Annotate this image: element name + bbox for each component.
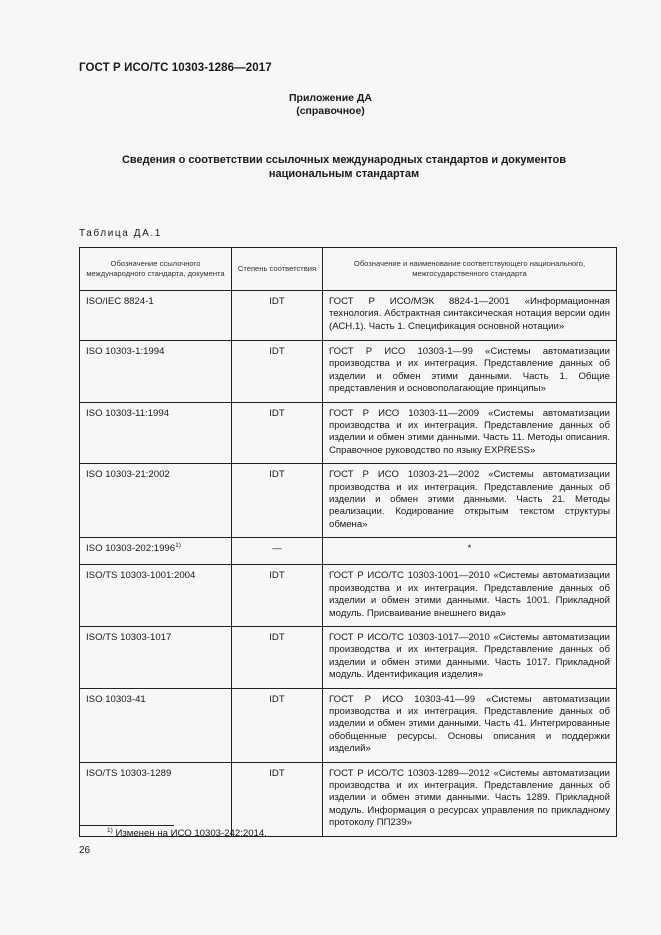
table-row (80, 626, 617, 688)
cell-international-code (80, 291, 232, 341)
document-code-header: ГОСТ Р ИСО/ТС 10303-1286—2017 (79, 62, 272, 74)
cell-national-standard: ГОСТ Р ИСО/ТС 10303-1001—2010 «Системы автоматизации производства и их интеграция. Представление данных об изделии и обмен этими данными. Часть 1001. Прикладной модуль. Присваивание внешнего вида» (323, 565, 617, 627)
cell-degree: IDT (232, 688, 323, 762)
table-header (80, 248, 617, 291)
code-text: ISO 10303-11:1994 (86, 407, 170, 419)
header-national-standard: Обозначение и наименование соответствующего национального, межгосударственного стандарта (323, 248, 617, 291)
table-row (80, 538, 617, 565)
code-text: ISO 10303-21:2002 (86, 469, 170, 481)
header-degree-of-conformity: Степень соответствия (232, 248, 323, 291)
footnote (107, 828, 267, 839)
appendix-subtitle: (справочное) (296, 105, 365, 117)
code-text: ISO/TS 10303-1017 (86, 631, 172, 643)
code-text: ISO/TS 10303-1289 (86, 767, 172, 779)
cell-degree: — (232, 538, 323, 565)
cell-national-standard: ГОСТ Р ИСО/ТС 10303-1017—2010 «Системы автоматизации производства и их интеграция. Представление данных об изделии и обмен этими данными. Часть 1017. Прикладной модуль. Идентификация изделия» (323, 626, 617, 688)
cell-national-standard: ГОСТ Р ИСО 10303-1—99 «Системы автоматизации производства и их интеграция. Представление данных об изделии и обмен этими данными. Часть 1. Общие представления и основополагающие принципы» (323, 341, 617, 403)
cell-degree: IDT (232, 464, 323, 538)
table-row (80, 402, 617, 464)
cell-degree: IDT (232, 762, 323, 836)
section-title-line-1: Сведения о соответствии ссылочных международных стандартов и документов (121, 154, 567, 166)
cell-degree: IDT (232, 626, 323, 688)
code-text: ISO 10303-41 (86, 693, 146, 705)
table-body (80, 291, 617, 837)
cell-international-code (80, 341, 232, 403)
cell-international-code (80, 538, 232, 565)
footnote-mark: 1) (107, 826, 113, 834)
cell-international-code (80, 565, 232, 627)
code-text: ISO/IEC 8824-1 (86, 296, 154, 307)
table-row (80, 291, 617, 341)
cell-national-standard: ГОСТ Р ИСО/МЭК 8824-1—2001 «Информационная технология. Абстрактная синтаксическая нотация версии один (АСН.1). Часть 1. Спецификация основной нотации» (323, 291, 617, 341)
code-text: ISO 10303-202:1996 (86, 543, 176, 555)
cell-national-standard: ГОСТ Р ИСО 10303-11—2009 «Системы автоматизации производства и их интеграция. Представление данных об изделии и обмен этими данными. Часть 11. Методы описания. Справочное руководство по языку EXPRESS» (323, 402, 617, 464)
cell-national-standard: * (323, 538, 617, 565)
cell-international-code (80, 626, 232, 688)
table-caption: Таблица ДА.1 (79, 228, 162, 239)
table-row (80, 464, 617, 538)
code-text: ISO 10303-1:1994 (86, 346, 165, 357)
table-row (80, 688, 617, 762)
correspondence-table (79, 247, 617, 837)
cell-degree: IDT (232, 291, 323, 341)
header-international-standard: Обозначение ссылочного международного стандарта, документа (80, 248, 232, 291)
appendix-title: Приложение ДА (289, 92, 372, 104)
footnote-text: Изменен на ИСО 10303-242:2014. (115, 828, 267, 839)
code-text: ISO/TS 10303-1001:2004 (86, 570, 196, 582)
table-row (80, 341, 617, 403)
table-header-row (80, 248, 617, 291)
cell-international-code (80, 464, 232, 538)
page-number: 26 (79, 845, 91, 856)
section-title-line-2: национальным стандартам (268, 168, 420, 180)
cell-international-code (80, 688, 232, 762)
section-title (79, 153, 609, 181)
cell-degree: IDT (232, 402, 323, 464)
footnote-reference: 1) (175, 542, 181, 550)
table-row (80, 565, 617, 627)
cell-national-standard: ГОСТ Р ИСО/ТС 10303-1289—2012 «Системы автоматизации производства и их интеграция. Представление данных об изделии и обмен этими данными. Часть 1289. Прикладной модуль. Информация о ресурсах управления по прикладному протоколу ПП239» (323, 762, 617, 836)
cell-international-code (80, 402, 232, 464)
cell-degree: IDT (232, 565, 323, 627)
cell-national-standard: ГОСТ Р ИСО 10303-41—99 «Системы автоматизации производства и их интеграция. Представление данных об изделии и обмен этими данными. Часть 41. Интегрированные обобщенные ресурсы. Основы описания и поддержки изделий» (323, 688, 617, 762)
cell-degree: IDT (232, 341, 323, 403)
appendix-heading (0, 92, 661, 118)
footnote-divider (79, 825, 174, 826)
cell-national-standard: ГОСТ Р ИСО 10303-21—2002 «Системы автоматизации производства и их интеграция. Представление данных об изделии и обмен этими данными. Часть 21. Методы реализации. Кодирование открытым текстом структуры обмена» (323, 464, 617, 538)
